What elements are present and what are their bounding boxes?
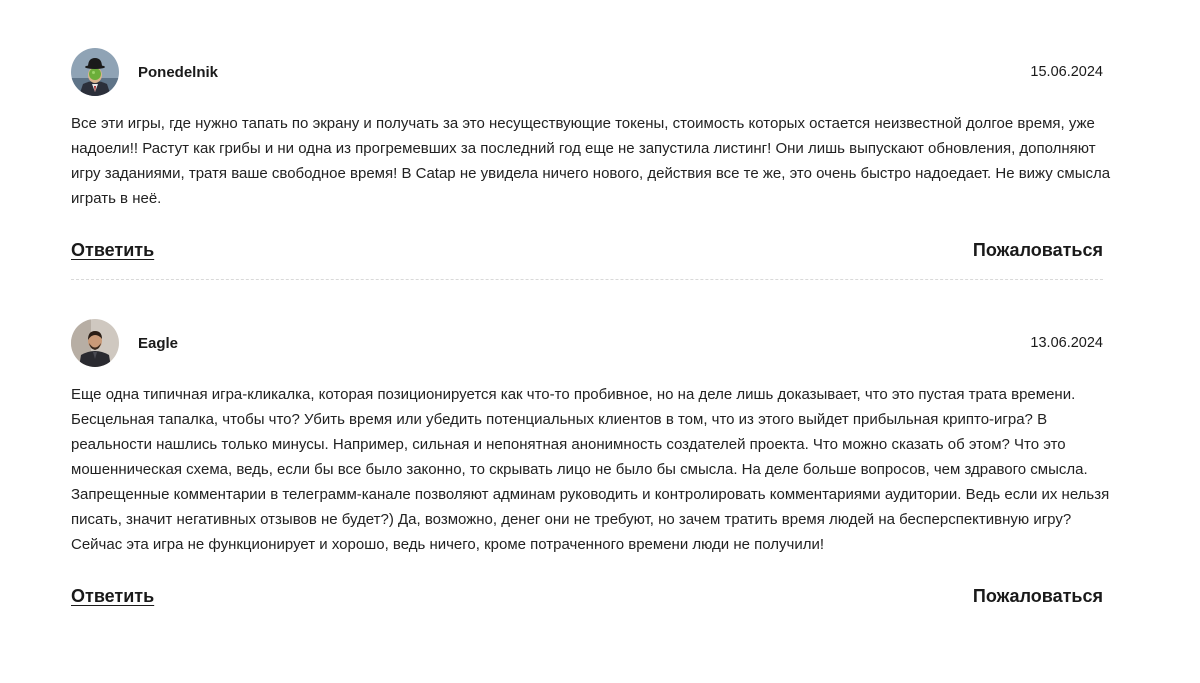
comments-list bbox=[71, 47, 1111, 608]
report-button[interactable]: Пожаловаться bbox=[972, 239, 1103, 260]
comment-header bbox=[71, 47, 1103, 97]
comment-author: Ponedelnik bbox=[138, 63, 219, 81]
report-button[interactable]: Пожаловаться bbox=[972, 585, 1103, 606]
comment-date: 13.06.2024 bbox=[1030, 335, 1103, 351]
comment-text: Еще одна типичная игра-кликалка, которая позиционируется как что-то пробивное, но на деле лишь доказывает, что это пустая трата времени. Бесцельная тапалка, чтобы что? Убить время или убедить потенциальных клиентов в том, что из этого выйдет прибыльная крипто-игра? В реальности нашлись только минусы. Например, сильная и непонятная анонимность создателей проекта. Что можно сказать об этом? Что это мошенническая схема, ведь, если бы все было законно, то скрывать лицо не было бы смысла. На деле больше вопросов, чем здравого смысла. Запрещенные комментарии в телеграмм-канале позволяют админам руководить и контролировать комментариями аудитории. Ведь если их нельзя писать, значит негативных отзывов не будет?) Да, возможно, денег они не требуют, но зачем тратить время людей на бесперспективную игру? Сейчас эта игра не функционирует и хорошо, ведь ничего, кроме потраченного времени люди не получили! bbox=[71, 386, 1110, 553]
avatar[interactable] bbox=[71, 319, 119, 367]
reply-button[interactable]: Ответить bbox=[71, 585, 155, 606]
comment-date: 15.06.2024 bbox=[1030, 64, 1103, 80]
comment-actions bbox=[71, 238, 1103, 262]
comment-item bbox=[71, 47, 1111, 262]
comment-header bbox=[71, 318, 1103, 368]
comment-text: Все эти игры, где нужно тапать по экрану и получать за это несуществующие токены, стоимость которых остается неизвестной долгое время, уже надоели!! Растут как грибы и ни одна из прогремевших за последний год еще не запустила листинг! Они лишь выпускают обновления, дополняют игру заданиями, тратя ваше свободное время! В Catap не увидела ничего нового, действия все те же, это очень быстро надоедает. Не вижу смысла играть в неё. bbox=[71, 115, 1111, 207]
bowler-hat-apple-avatar-icon bbox=[71, 48, 119, 96]
person-photo-avatar-icon bbox=[71, 319, 119, 367]
avatar[interactable] bbox=[71, 48, 119, 96]
comment-author: Eagle bbox=[138, 334, 179, 352]
comment-item bbox=[71, 318, 1110, 608]
comment-actions bbox=[71, 584, 1103, 608]
reply-button[interactable]: Ответить bbox=[71, 239, 155, 260]
comment-divider bbox=[71, 279, 1103, 280]
